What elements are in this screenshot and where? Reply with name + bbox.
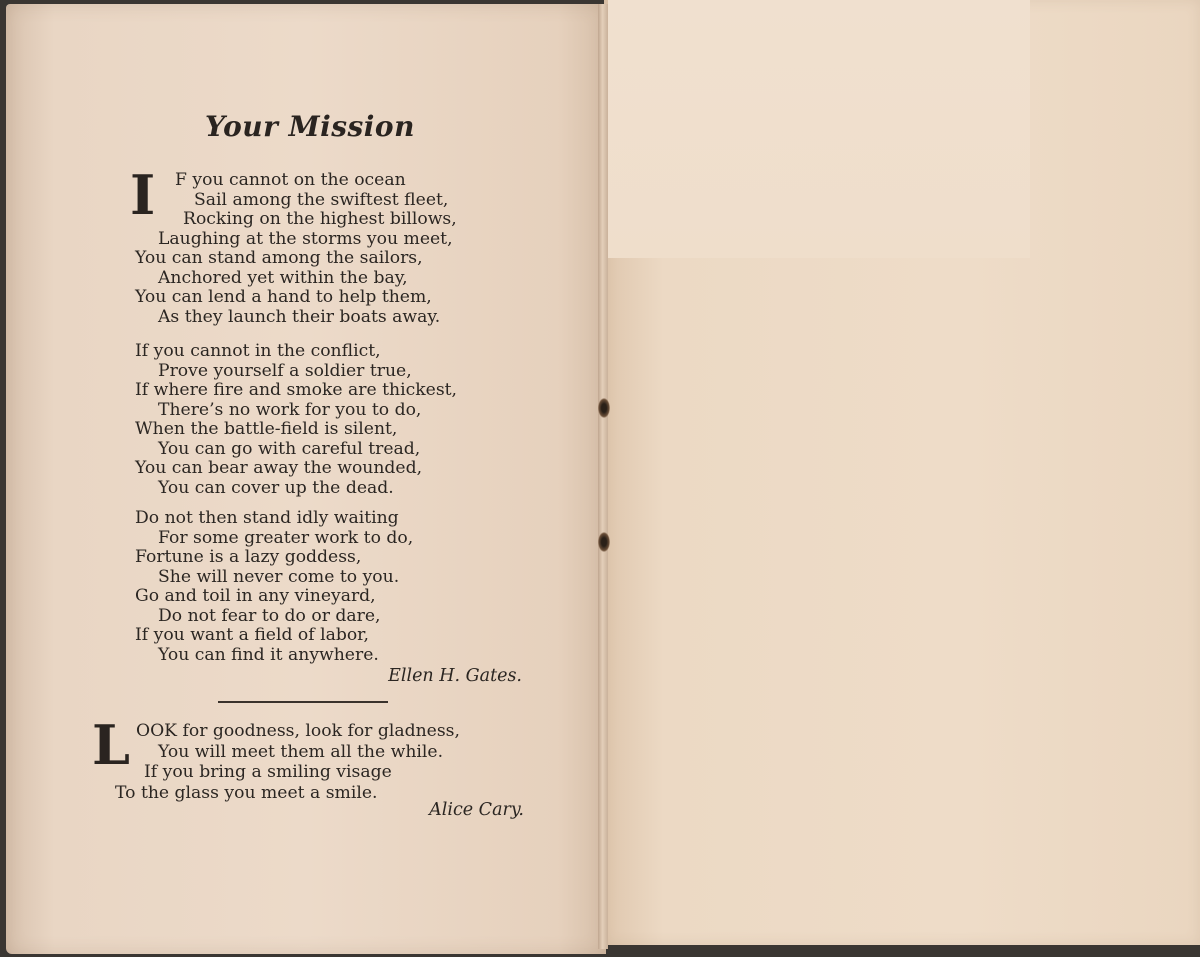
poem-line: To the glass you meet a smile.: [115, 782, 378, 803]
poem-line: You can lend a hand to help them,: [135, 287, 432, 307]
poem-line: For some greater work to do,: [158, 527, 414, 548]
poem-line: You can bear away the wounded,: [135, 458, 423, 478]
poem-line: Laughing at the storms you meet,: [158, 228, 453, 249]
poem-line: Fortune is a lazy goddess,: [135, 547, 362, 567]
poem-title: Your Mission: [205, 110, 415, 143]
poem-line: Sail among the swiftest fleet,: [194, 189, 449, 210]
poem-line: Prove yourself a soldier true,: [158, 360, 412, 381]
staple-hole-bottom: [598, 532, 610, 552]
book-gutter: [598, 4, 608, 949]
section-divider: [218, 701, 388, 703]
poem-line: If you want a field of labor,: [135, 625, 369, 645]
poem-line: As they launch their boats away.: [158, 306, 441, 327]
poem-line: She will never come to you.: [158, 566, 400, 587]
poem-line: If you cannot in the conflict,: [135, 341, 381, 361]
poem-line: If where fire and smoke are thickest,: [135, 380, 458, 400]
poem-line: Do not then stand idly waiting: [135, 508, 399, 528]
poem-line: You can find it anywhere.: [158, 644, 379, 665]
poem-line: Go and toil in any vineyard,: [135, 586, 376, 606]
dropcap-l: L: [92, 713, 130, 777]
poem-line: You can stand among the sailors,: [135, 248, 423, 268]
author-ellen-gates: Ellen H. Gates.: [388, 666, 522, 686]
poem-line: Do not fear to do or dare,: [158, 605, 381, 626]
dropcap-i: I: [130, 163, 156, 227]
poem-line: There’s no work for you to do,: [158, 399, 422, 420]
blank-paper-patch: [608, 0, 1030, 258]
staple-hole-top: [598, 398, 610, 418]
poem-line: You can go with careful tread,: [158, 438, 421, 459]
poem-line: Anchored yet within the bay,: [158, 267, 408, 288]
poem-line: You can cover up the dead.: [158, 477, 394, 498]
poem-line: When the battle-field is silent,: [135, 419, 398, 439]
author-alice-cary: Alice Cary.: [429, 800, 524, 820]
poem-line: F you cannot on the ocean: [175, 170, 406, 190]
poem-line: OOK for goodness, look for gladness,: [136, 721, 460, 741]
poem-line: You will meet them all the while.: [158, 741, 444, 762]
poem-line: Rocking on the highest billows,: [183, 209, 457, 229]
poem-line: If you bring a smiling visage: [144, 762, 392, 782]
